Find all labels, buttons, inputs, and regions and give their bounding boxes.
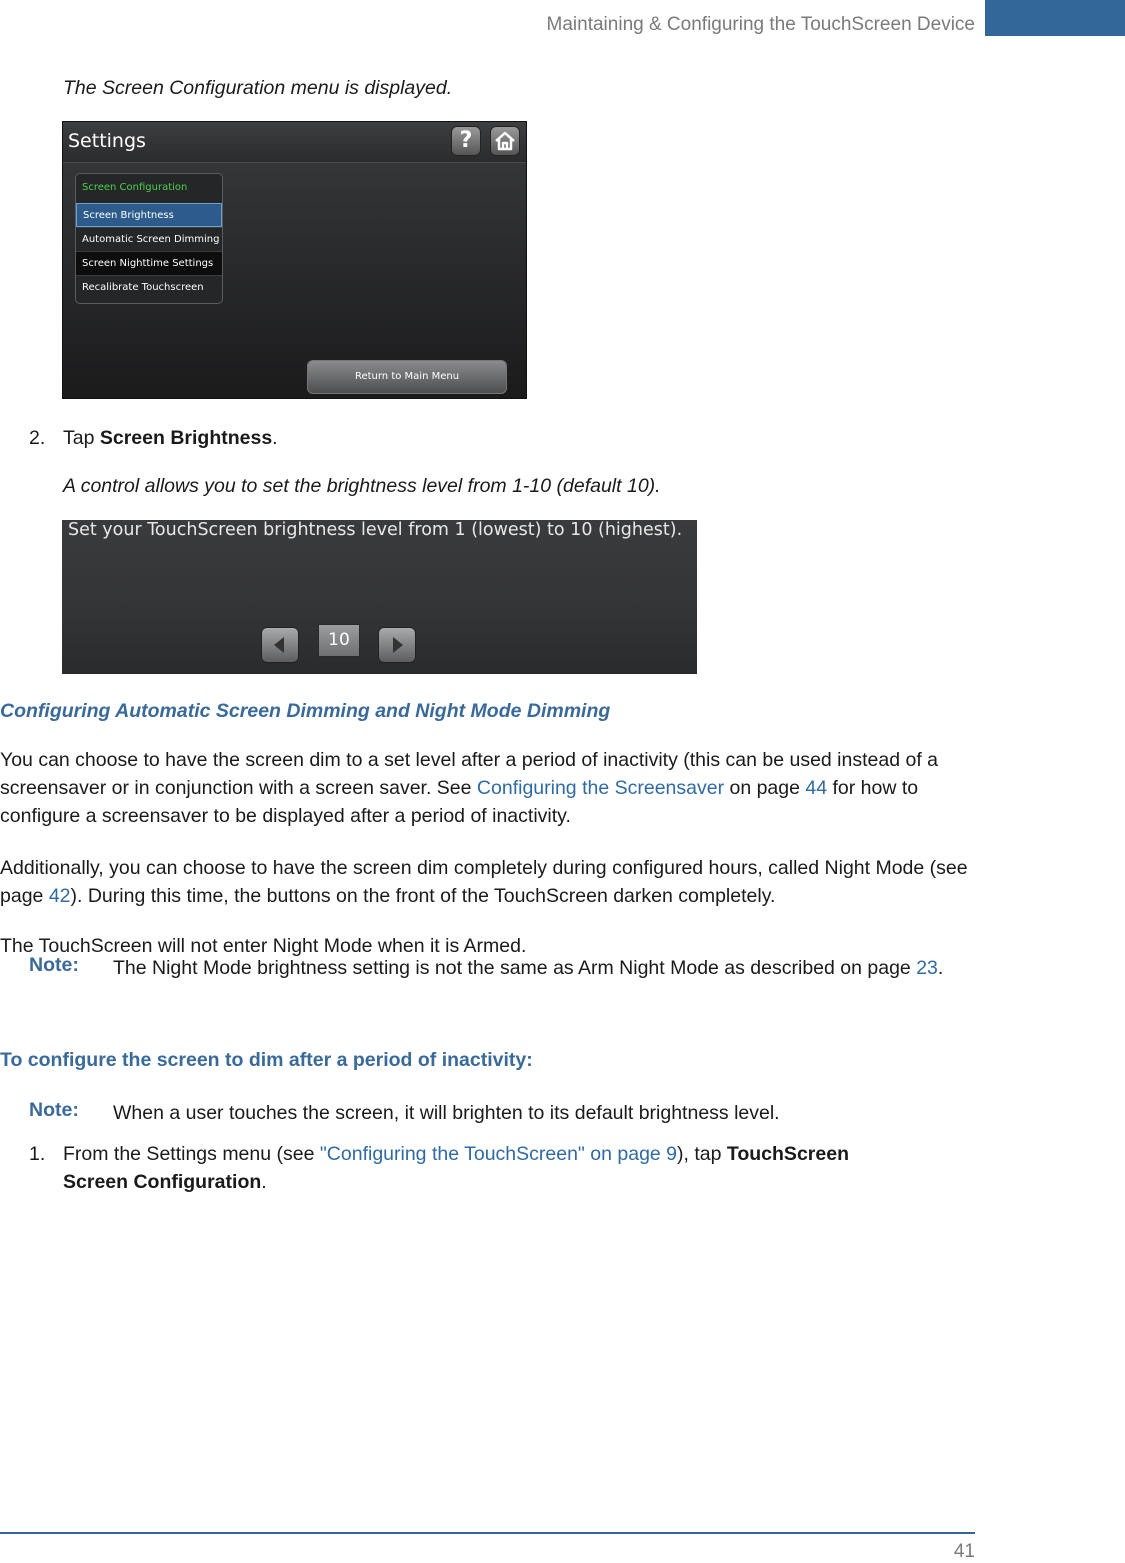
home-icon-glyph — [491, 127, 519, 155]
decrease-button[interactable] — [261, 627, 299, 663]
footer-rule — [0, 1532, 975, 1534]
note2-text: When a user touches the screen, it will brighten to its default brightness level. — [113, 1102, 780, 1124]
para3: The TouchScreen will not enter Night Mode when it is Armed. — [0, 935, 527, 957]
return-main-menu-button[interactable]: Return to Main Menu — [307, 360, 507, 394]
para2-pre: Additionally, you can choose to have the screen dim completely during configured hours, called Night Mode (see page — [0, 857, 968, 907]
note1-label: Note: — [29, 954, 79, 976]
note2-label: Note: — [29, 1099, 79, 1121]
step2-number: 2. — [29, 427, 46, 449]
step1-post: . — [261, 1171, 267, 1193]
para1-pre: You can choose to have the screen dim to a set level after a period of inactivity (this can be used instead of a screensaver or in conjunction with a screen saver. See — [0, 749, 939, 799]
step2-post: . — [272, 427, 278, 449]
step1-bold2: Screen Configuration — [63, 1171, 262, 1193]
screensaver-link[interactable]: Configuring the Screensaver — [476, 777, 725, 799]
menu-item-automatic-dimming[interactable]: Automatic Screen Dimming — [76, 227, 222, 251]
page-42-link[interactable]: 42 — [48, 885, 71, 907]
home-icon[interactable] — [490, 126, 520, 156]
note1-post: . — [937, 957, 944, 979]
para2 — [0, 854, 975, 910]
running-header: Maintaining & Configuring the TouchScreen Device — [546, 14, 975, 35]
para1-mid: on page — [724, 777, 806, 799]
intro-line: The Screen Configuration menu is displayed. — [63, 77, 453, 99]
brightness-instruction: Set your TouchScreen brightness level from 1 (lowest) to 10 (highest). — [68, 520, 683, 540]
section-heading: Configuring Automatic Screen Dimming and Night Mode Dimming — [0, 700, 611, 722]
step1-mid: ), tap — [677, 1143, 727, 1165]
step1-number: 1. — [29, 1143, 46, 1165]
brightness-value: 10 — [318, 624, 360, 657]
chevron-right-icon — [379, 628, 415, 662]
para1 — [0, 746, 975, 830]
configuring-touchscreen-link[interactable]: "Configuring the TouchScreen" on page 9 — [319, 1143, 678, 1165]
help-icon[interactable]: ? — [451, 126, 481, 156]
header-accent-block — [985, 0, 1125, 36]
page-number: 41 — [953, 1541, 975, 1562]
step2-text — [63, 424, 963, 452]
brightness-screenshot — [62, 520, 697, 674]
procedure-heading: To configure the screen to dim after a period of inactivity: — [0, 1049, 533, 1071]
settings-title: Settings — [68, 130, 146, 152]
menu-header: Screen Configuration — [82, 182, 188, 193]
menu-item-screen-brightness[interactable]: Screen Brightness — [76, 203, 222, 227]
note1-pre: The Night Mode brightness setting is not the same as Arm Night Mode as described on page — [113, 957, 917, 979]
step1-text — [63, 1140, 913, 1196]
step1-bold1: TouchScreen — [726, 1143, 849, 1165]
para2-post: ). During this time, the buttons on the front of the TouchScreen darken completely. — [70, 885, 776, 907]
step2-result: A control allows you to set the brightness level from 1-10 (default 10). — [63, 475, 661, 497]
page-23-link[interactable]: 23 — [916, 957, 938, 979]
step2-pre: Tap — [63, 427, 100, 449]
note1-text — [113, 954, 983, 982]
settings-screenshot — [62, 121, 527, 399]
menu-item-recalibrate[interactable]: Recalibrate Touchscreen — [76, 275, 222, 299]
increase-button[interactable] — [378, 627, 416, 663]
chevron-left-icon — [262, 628, 298, 662]
page-44-link[interactable]: 44 — [805, 777, 828, 799]
para1-post: for how to configure a screensaver to be displayed after a period of inactivity. — [0, 777, 919, 827]
step2-bold: Screen Brightness — [99, 427, 273, 449]
step1-pre: From the Settings menu (see — [63, 1143, 320, 1165]
menu-item-nighttime-settings[interactable]: Screen Nighttime Settings — [76, 251, 222, 275]
screen-config-menu — [75, 173, 223, 304]
